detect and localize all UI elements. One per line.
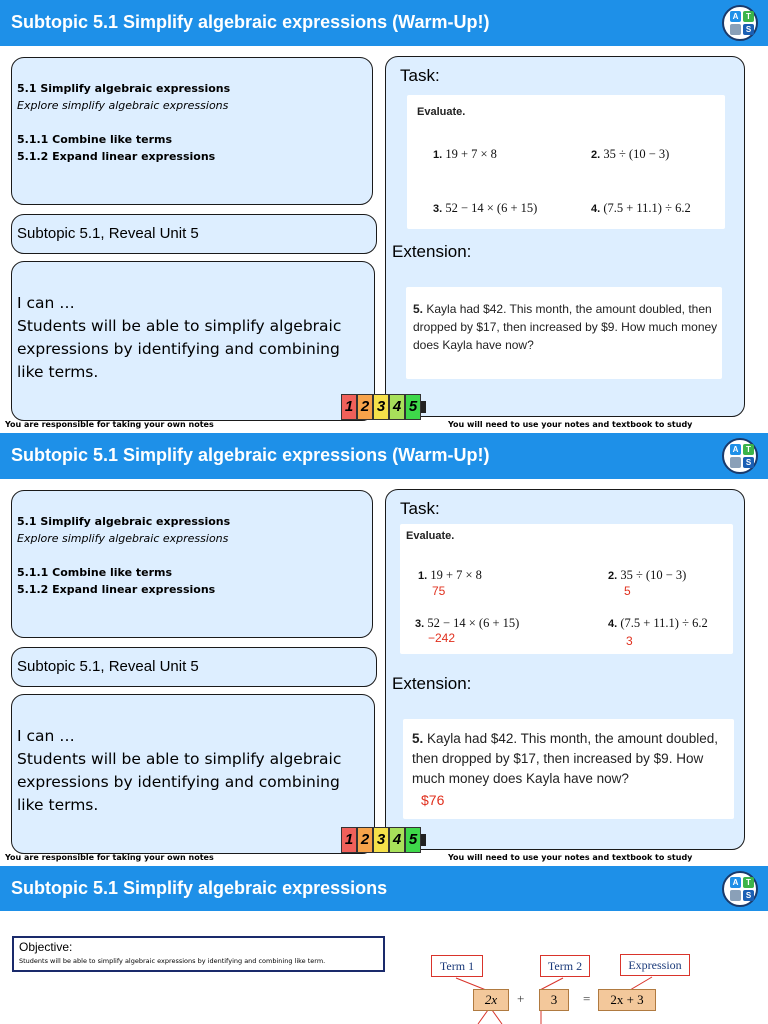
meter-level-3: 3 (373, 394, 389, 420)
ican-box (11, 694, 375, 854)
task-box (385, 489, 745, 850)
confidence-meter (341, 827, 423, 853)
logo-blank-square (730, 457, 741, 468)
logo-letter-s: S (743, 457, 754, 468)
extension-answer: $76 (421, 792, 445, 808)
task-box (385, 56, 745, 417)
objective-item: 5.1.1 Combine like terms (17, 566, 173, 579)
logo-letter-s: S (743, 24, 754, 35)
term-3: 3 (539, 989, 569, 1011)
meter-level-1: 1 (341, 827, 357, 853)
objective-item: 5.1.1 Combine like terms (17, 133, 173, 146)
logo-letter-t: T (743, 877, 754, 888)
ican-statement: Students will be able to simplify algebraic expressions by identifying and combining like terms. (17, 317, 342, 381)
answer-2: 5 (624, 584, 631, 598)
slide-objective (0, 866, 768, 1024)
expression-2x-plus-3: 2x + 3 (598, 989, 656, 1011)
slide-warmup-answers (0, 433, 768, 866)
objective-item: 5.1.2 Expand linear expressions (17, 583, 216, 596)
footer-right: You will need to use your notes and textbook to study (448, 853, 693, 862)
logo-blank-square (730, 24, 741, 35)
confidence-meter (341, 394, 423, 420)
meter-level-4: 4 (389, 827, 405, 853)
objectives-box (11, 490, 373, 638)
extension-problem: 5. Kayla had $42. This month, the amount doubled, then dropped by $17, then increased by $9. How much money does Kayla have now? (412, 731, 718, 786)
objective-label: Objective: (19, 940, 73, 954)
ican-heading: I can … (17, 294, 75, 312)
logo-letter-a: A (730, 444, 741, 455)
objective-item: 5.1.2 Expand linear expressions (17, 150, 216, 163)
extension-panel (403, 719, 734, 819)
extension-label: Extension: (392, 242, 472, 261)
meter-cap (421, 834, 426, 846)
meter-level-2: 2 (357, 394, 373, 420)
label-expression: Expression (620, 954, 690, 976)
problem-2: 2. 35 ÷ (10 − 3) (591, 147, 670, 161)
ican-statement: Students will be able to simplify algebraic expressions by identifying and combining like terms. (17, 750, 342, 814)
objectives-subtitle: Explore simplify algebraic expressions (17, 99, 229, 112)
objectives-title: 5.1 Simplify algebraic expressions (17, 515, 231, 528)
logo-letter-t: T (743, 11, 754, 22)
problem-3: 3. 52 − 14 × (6 + 15) (415, 616, 520, 630)
extension-problem: 5. Kayla had $42. This month, the amount doubled, then dropped by $17, then increased by $9. How much money does Kayla have now? (413, 302, 718, 352)
answer-1: 75 (432, 584, 446, 598)
footer-left: You are responsible for taking your own notes (5, 420, 214, 429)
objective-text: Students will be able to simplify algebraic expressions by identifying and combining like term. (19, 957, 326, 965)
task-panel (407, 95, 725, 229)
logo-letter-a: A (730, 877, 741, 888)
meter-level-1: 1 (341, 394, 357, 420)
objectives-subtitle: Explore simplify algebraic expressions (17, 532, 229, 545)
term-2x: 2x (473, 989, 509, 1011)
meter-level-5: 5 (405, 827, 421, 853)
meter-level-3: 3 (373, 827, 389, 853)
school-logo (722, 438, 758, 474)
school-logo (722, 5, 758, 41)
meter-level-2: 2 (357, 827, 373, 853)
plus-sign: + (517, 991, 525, 1006)
objective-box (12, 936, 385, 972)
ican-box (11, 261, 375, 421)
task-label: Task: (400, 499, 440, 518)
logo-blank-square (730, 890, 741, 901)
footer-left: You are responsible for taking your own notes (5, 853, 214, 862)
meter-cap (421, 401, 426, 413)
unit-label: Subtopic 5.1, Reveal Unit 5 (17, 658, 199, 675)
ican-heading: I can … (17, 727, 75, 745)
unit-box (11, 647, 377, 687)
slide-warmup (0, 0, 768, 433)
slide-header (0, 433, 768, 479)
logo-letter-s: S (743, 890, 754, 901)
slide-title: Subtopic 5.1 Simplify algebraic expressions (11, 878, 388, 898)
slide-header (0, 0, 768, 46)
extension-panel (406, 287, 722, 379)
meter-level-4: 4 (389, 394, 405, 420)
task-label: Task: (400, 66, 440, 85)
slide-title: Subtopic 5.1 Simplify algebraic expressions (Warm-Up!) (11, 12, 490, 32)
unit-box (11, 214, 377, 254)
slide-title: Subtopic 5.1 Simplify algebraic expressions (Warm-Up!) (11, 445, 490, 465)
extension-label: Extension: (392, 674, 472, 693)
problem-1: 1. 19 + 7 × 8 (433, 147, 497, 161)
problem-2: 2. 35 ÷ (10 − 3) (608, 568, 687, 582)
equals-sign: = (583, 991, 591, 1006)
label-term-1: Term 1 (431, 955, 483, 977)
answer-3: −242 (428, 631, 456, 645)
problem-1: 1. 19 + 7 × 8 (418, 568, 482, 582)
problem-3: 3. 52 − 14 × (6 + 15) (433, 201, 538, 215)
answer-4: 3 (626, 634, 633, 648)
label-term-2: Term 2 (540, 955, 590, 977)
objectives-title: 5.1 Simplify algebraic expressions (17, 82, 231, 95)
problem-4: 4. (7.5 + 11.1) ÷ 6.2 (608, 616, 708, 630)
school-logo (722, 871, 758, 907)
objectives-box (11, 57, 373, 205)
meter-level-5: 5 (405, 394, 421, 420)
logo-letter-t: T (743, 444, 754, 455)
unit-label: Subtopic 5.1, Reveal Unit 5 (17, 225, 199, 242)
task-panel (400, 524, 733, 654)
logo-letter-a: A (730, 11, 741, 22)
problem-4: 4. (7.5 + 11.1) ÷ 6.2 (591, 201, 691, 215)
slide-header (0, 866, 768, 911)
task-instruction: Evaluate. (406, 530, 455, 542)
footer-right: You will need to use your notes and textbook to study (448, 420, 693, 429)
task-instruction: Evaluate. (417, 106, 466, 118)
